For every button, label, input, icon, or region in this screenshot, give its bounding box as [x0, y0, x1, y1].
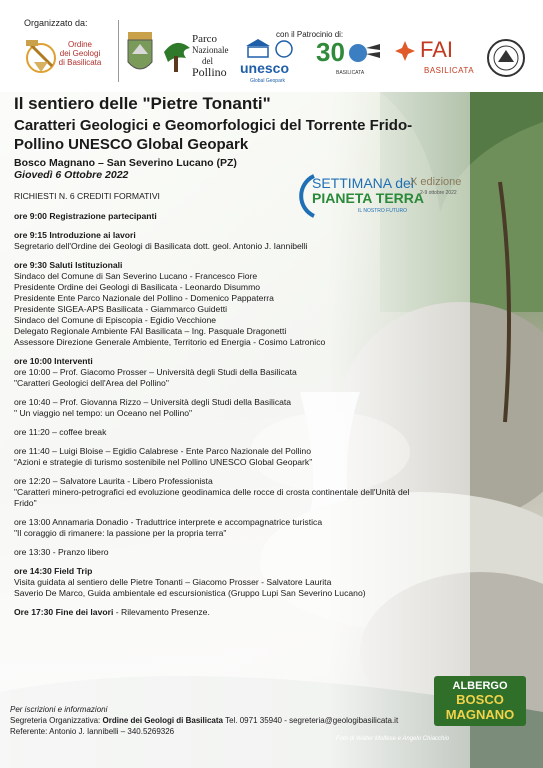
sigea-number: 30	[316, 37, 345, 67]
program-time-3: ore 10:00 Interventi	[14, 356, 93, 366]
header-divider	[118, 20, 119, 82]
geologist-hammer-icon	[24, 36, 58, 76]
program-line: Sindaco del Comune di Episcopia - Egidio Vecchione	[14, 315, 217, 325]
program-line: Presidente Ordine dei Geologi di Basilicata - Leonardo Disummo	[14, 282, 261, 292]
program-time-1: ore 9:15 Introduzione ai lavori	[14, 230, 136, 240]
albergo-line-1: ALBERGO	[452, 680, 508, 692]
settimana-line-2: PIANETA TERRA	[312, 190, 424, 206]
program-line: Segretario dell'Ordine dei Geologi di Basilicata dott. geol. Antonio J. Iannibelli	[14, 241, 308, 251]
pine-tree-icon	[160, 34, 194, 74]
program-line: Delegato Regionale Ambiente FAI Basilicata – Ing. Pasquale Dragonetti	[14, 326, 287, 336]
fai-text: FAI	[420, 37, 454, 62]
patronage-label: con il Patrocinio di:	[276, 30, 344, 39]
program-line: ore 10:00 – Prof. Giacomo Prosser – Università degli Studi della Basilicata	[14, 367, 297, 377]
program-line: " Un viaggio nel tempo: un Oceano nel Pollino"	[14, 408, 193, 418]
society-seal-icon	[486, 38, 526, 78]
segreteria-contact[interactable]: Tel. 0971 35940 - segreteria@geologibasilicata.it	[222, 716, 399, 725]
program-line: Visita guidata al sentiero delle Pietre Tonanti – Giacomo Prosser - Salvatore Laurita	[14, 577, 332, 587]
sigea-logo	[314, 38, 384, 78]
sigea-sub: BASILICATA	[336, 70, 365, 76]
parco-line-1: Parco	[192, 33, 218, 45]
program-line: ore 13:00 Annamaria Donadio - Traduttrice interprete e accompagnatrice turistica	[14, 517, 323, 527]
program-line: Saverio De Marco, Guida ambientale ed escursionistica (Gruppo Lupi San Severino Lucano)	[14, 588, 366, 598]
parco-line-2: Nazionale	[192, 45, 229, 55]
parco-pollino-logo	[160, 30, 238, 82]
sigea-globe-icon	[348, 42, 382, 64]
program-line: Frido"	[14, 498, 37, 508]
event-title: Il sentiero delle "Pietre Tonanti"	[14, 94, 271, 113]
program-line: Presidente SIGEA-APS Basilicata - Giammarco Guidetti	[14, 304, 228, 314]
segreteria-label: Segreteria Organizzativa:	[10, 716, 103, 725]
program-line: Presidente Ente Parco Nazionale del Pollino - Domenico Pappaterra	[14, 293, 274, 303]
program-line: ore 11:20 – coffee break	[14, 427, 107, 437]
program-line: ore 10:40 – Prof. Giovanna Rizzo – Università degli Studi della Basilicata	[14, 397, 292, 407]
parco-line-4: Pollino	[192, 65, 227, 79]
albergo-line-2: BOSCO	[456, 692, 504, 707]
program-line: ore 13:30 - Pranzo libero	[14, 547, 109, 557]
closing-rest: - Rilevamento Presenze.	[113, 607, 210, 617]
program-time-10: ore 14:30 Field Trip	[14, 566, 93, 576]
per-iscrizioni: Per iscrizioni e informazioni	[10, 705, 108, 714]
program-line: ore 11:40 – Luigi Bloise – Egidio Calabrese - Ente Parco Nazionale del Pollino	[14, 446, 311, 456]
ordine-geologi-logo	[24, 34, 108, 84]
program-time-2: ore 9:30 Saluti Istituzionali	[14, 260, 123, 270]
albergo-bosco-magnano-logo	[434, 676, 526, 726]
program-line: Assessore Direzione Generale Ambiente, Territorio ed Energia - Cosimo Latronico	[14, 337, 326, 347]
credits-note: RICHIESTI N. 6 CREDITI FORMATIVI	[14, 191, 160, 201]
program-line: Sindaco del Comune di San Severino Lucano - Francesco Fiore	[14, 271, 258, 281]
event-subtitle-2: Pollino UNESCO Global Geopark	[14, 136, 249, 153]
event-program	[14, 94, 454, 618]
program-line: "Il coraggio di rimanere: la passione per la propria terra"	[14, 528, 227, 538]
settimana-motto: IL NOSTRO FUTURO	[358, 208, 407, 214]
fai-logo	[394, 38, 478, 82]
program-time-0: ore 9:00 Registrazione partecipanti	[14, 211, 157, 221]
footer-info	[10, 704, 450, 737]
header	[0, 0, 543, 92]
event-date: Giovedì 6 Ottobre 2022	[14, 169, 129, 181]
program-line: "Caratteri Geologici dell'Area del Pollino"	[14, 378, 169, 388]
event-location: Bosco Magnano – San Severino Lucano (PZ)	[14, 157, 237, 169]
unesco-sub: Global Geopark	[250, 78, 286, 84]
program-line: "Caratteri minero-petrografici ed evoluzione geodinamica delle rocce di crosta continentale dell'Unità del	[14, 487, 410, 497]
fai-flower-icon	[394, 40, 416, 62]
ordine-logo-line-3: di Basilicata	[58, 58, 102, 67]
event-subtitle-1: Caratteri Geologici e Geomorfologici del Torrente Frido-	[14, 117, 413, 134]
segreteria-line	[10, 715, 450, 726]
albergo-line-3: MAGNANO	[445, 707, 515, 722]
unesco-temple-icon	[244, 38, 294, 60]
program-line: ore 12:20 – Salvatore Laurita - Libero Professionista	[14, 476, 213, 486]
unesco-logo	[240, 38, 302, 86]
comune-crest-icon	[124, 30, 156, 78]
ordine-logo-line-2: dei Geologi	[59, 49, 101, 58]
unesco-text: unesco	[240, 60, 290, 76]
fai-sub: BASILICATA	[424, 66, 475, 75]
organized-label: Organizzato da:	[24, 18, 88, 28]
photo-credit: Foto di Walter Molfese e Angelo Chiacchio	[336, 736, 450, 742]
ordine-logo-line-1: Ordine	[67, 40, 92, 49]
settimana-edizione: X edizione	[410, 176, 462, 188]
closing-time: Ore 17:30 Fine dei lavori	[14, 607, 114, 617]
closing-line	[14, 607, 454, 618]
program-line: “Azioni e strategie di turismo sostenibile nel Pollino UNESCO Global Geopark”	[14, 457, 313, 467]
parco-line-3: del	[202, 56, 213, 66]
segreteria-org: Ordine dei Geologi di Basilicata	[102, 716, 223, 725]
referente-line: Referente: Antonio J. Iannibelli – 340.5269326	[10, 727, 175, 736]
settimana-line-1: SETTIMANA del	[312, 175, 414, 191]
settimana-dates: 2-9 ottobre 2022	[420, 190, 457, 196]
